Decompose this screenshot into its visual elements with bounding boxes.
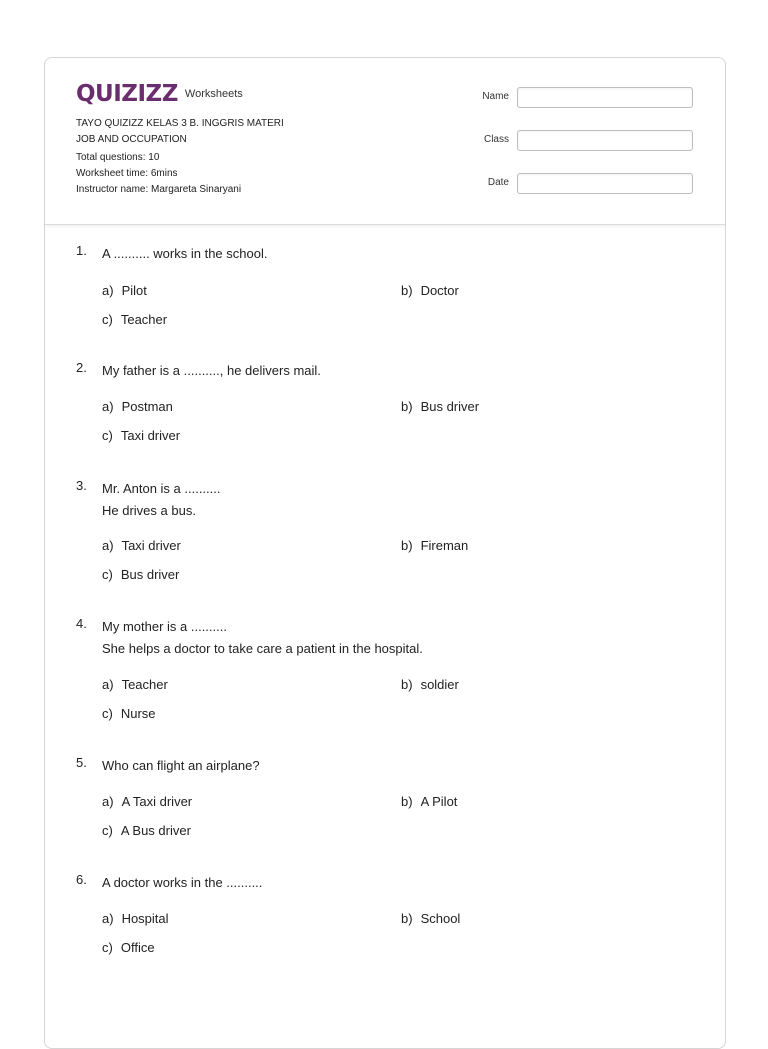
question-line: Who can flight an airplane? xyxy=(102,758,260,773)
quizizz-logo: QUIZIZZ xyxy=(76,81,178,107)
option-b: b) A Pilot xyxy=(401,794,458,809)
option-a: a) Pilot xyxy=(102,283,147,298)
worksheet-time: Worksheet time: 6mins xyxy=(76,168,178,179)
option-a: a) Hospital xyxy=(102,911,169,926)
class-label: Class xyxy=(483,134,509,145)
question-text xyxy=(102,360,321,382)
question-number: 4. xyxy=(76,616,87,631)
option-c: c) Teacher xyxy=(102,312,168,327)
option-b: b) soldier xyxy=(401,677,459,692)
option-c: c) Nurse xyxy=(102,706,156,721)
worksheet-subtitle: JOB AND OCCUPATION xyxy=(76,134,187,145)
worksheet-meta xyxy=(76,116,284,198)
option-c: c) Bus driver xyxy=(102,567,180,582)
option-a: a) A Taxi driver xyxy=(102,794,193,809)
option-c: c) Taxi driver xyxy=(102,428,181,443)
instructor-name: Instructor name: Margareta Sinaryani xyxy=(76,184,242,195)
question-line: He drives a bus. xyxy=(102,503,196,518)
option-a: a) Teacher xyxy=(102,677,168,692)
worksheet-title: TAYO QUIZIZZ KELAS 3 B. INGGRIS MATERI xyxy=(76,118,284,129)
option-a: a) Postman xyxy=(102,399,173,414)
option-c: c) Office xyxy=(102,940,155,955)
question-line: Mr. Anton is a .......... xyxy=(102,481,221,496)
option-b: b) Fireman xyxy=(401,538,469,553)
option-b: b) School xyxy=(401,911,461,926)
question-text xyxy=(102,616,423,660)
option-c: c) A Bus driver xyxy=(102,823,191,838)
worksheet-header xyxy=(45,58,725,225)
question-line: My mother is a .......... xyxy=(102,619,227,634)
worksheet-card xyxy=(44,57,726,1049)
question-number: 2. xyxy=(76,360,87,375)
question-line: A .......... works in the school. xyxy=(102,246,268,261)
total-questions: Total questions: 10 xyxy=(76,152,160,163)
question-text xyxy=(102,478,221,522)
question-text xyxy=(102,872,262,894)
option-a: a) Taxi driver xyxy=(102,538,181,553)
question-text xyxy=(102,243,267,265)
question-number: 6. xyxy=(76,872,87,887)
question-text xyxy=(102,755,260,777)
brand xyxy=(76,80,243,106)
name-field[interactable] xyxy=(517,87,693,108)
date-label: Date xyxy=(487,177,509,188)
question-number: 3. xyxy=(76,478,87,493)
question-line: My father is a .........., he delivers mail. xyxy=(102,363,321,378)
question-number: 5. xyxy=(76,755,87,770)
question-line: She helps a doctor to take care a patient in the hospital. xyxy=(102,641,423,656)
product-label: Worksheets xyxy=(184,88,243,100)
question-number: 1. xyxy=(76,243,87,258)
name-label: Name xyxy=(482,91,509,102)
question-line: A doctor works in the .......... xyxy=(102,875,263,890)
option-b: b) Bus driver xyxy=(401,399,480,414)
option-b: b) Doctor xyxy=(401,283,459,298)
class-field[interactable] xyxy=(517,130,693,151)
date-field[interactable] xyxy=(517,173,693,194)
